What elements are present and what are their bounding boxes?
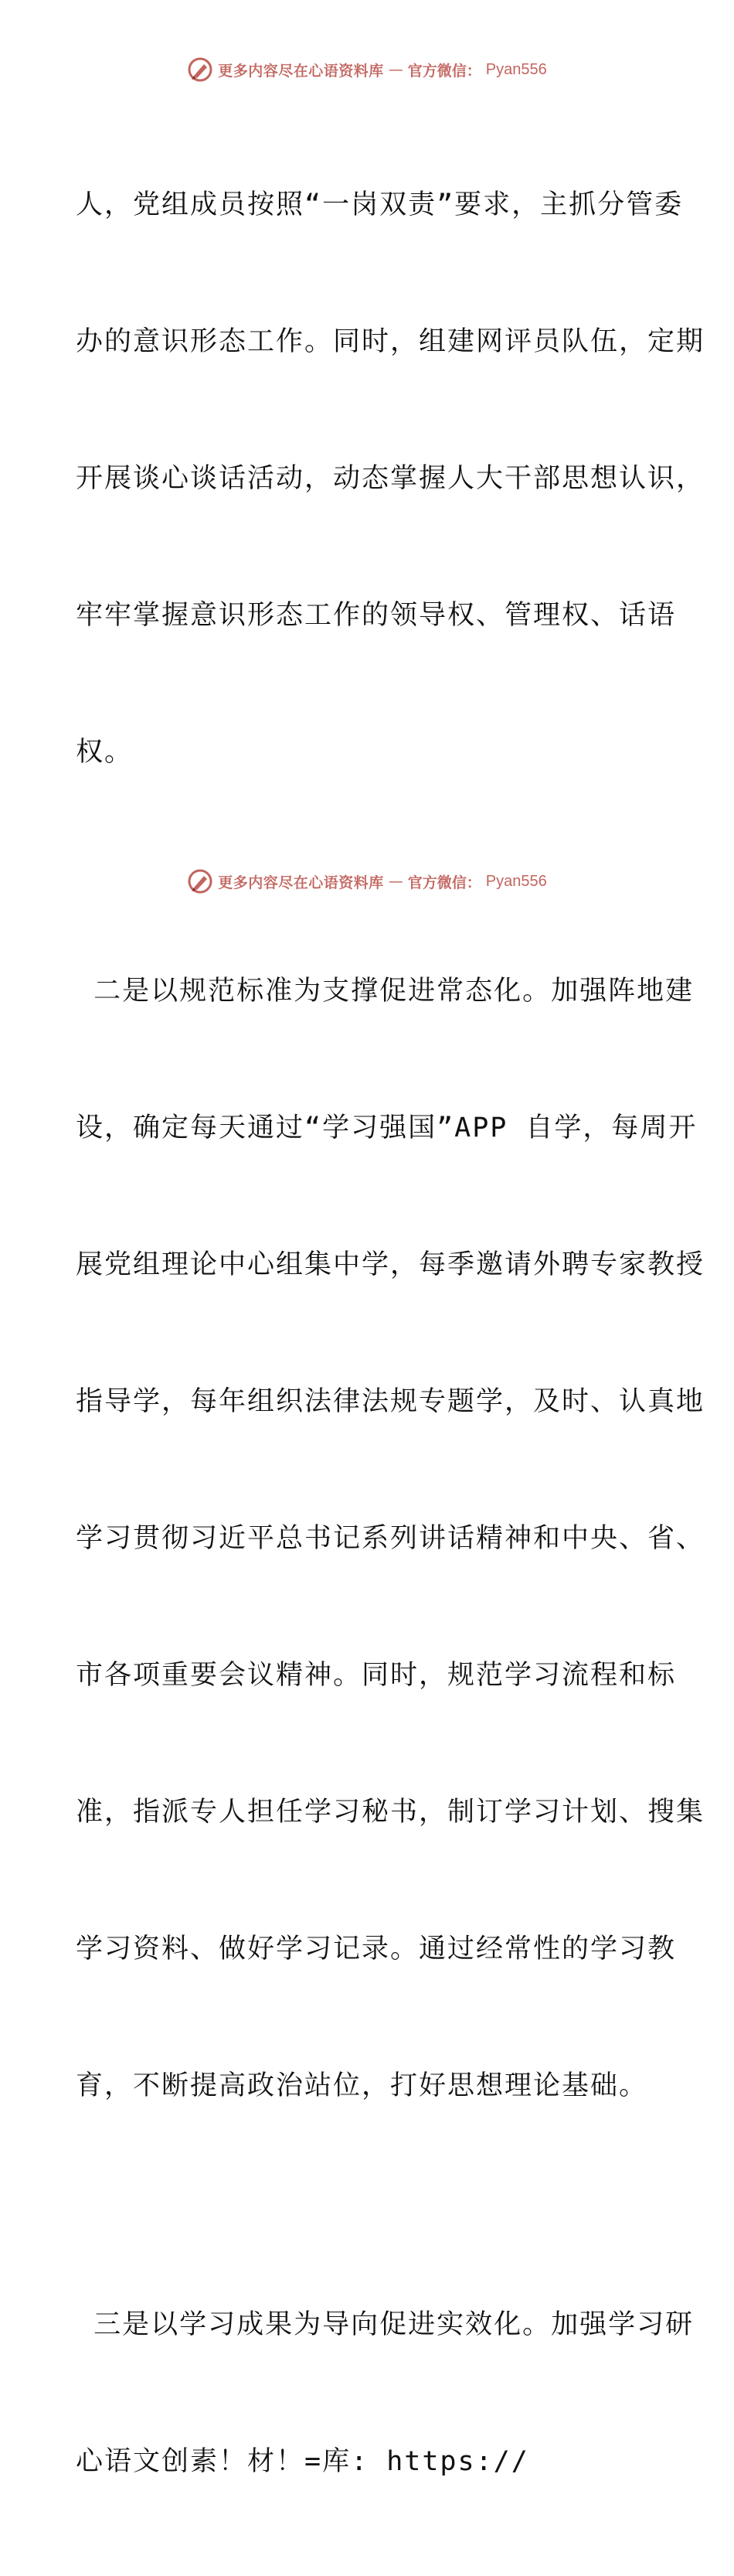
text-line: 心语文创素！材！=库: https:// (76, 2446, 529, 2477)
watermark-separator: — (388, 61, 403, 78)
text-line: 牢牢掌握意识形态工作的领导权、管理权、话语 (76, 600, 677, 631)
text-line: 办的意识形态工作。同时，组建网评员队伍，定期 (76, 326, 705, 357)
text-line: 三是以学习成果为导向促进实效化。加强学习研 (76, 2309, 695, 2340)
watermark-separator: — (388, 873, 403, 890)
watermark-text: 更多内容尽在心语资料库 (218, 62, 384, 80)
watermark-contact-id: Pyan556 (485, 872, 547, 890)
document-body (76, 91, 705, 2576)
text-line: 权。 (76, 737, 134, 768)
text-line: 指导学，每年组织法律法规专题学，及时、认真地 (76, 1386, 705, 1417)
text-line: 学习资料、做好学习记录。通过经常性的学习教 (76, 1934, 677, 1964)
watermark-contact-label: 官方微信： (407, 874, 481, 891)
text-line: 学习贯彻习近平总书记系列讲话精神和中央、省、 (76, 1523, 705, 1554)
paragraph-2 (76, 877, 705, 2200)
text-line: 市各项重要会议精神。同时，规范学习流程和标 (76, 1660, 677, 1691)
pen-nib-logo-icon (187, 56, 213, 83)
text-line: 二是以规范标准为支撑促进常态化。加强阵地建 (76, 976, 695, 1007)
paragraph-1 (76, 91, 705, 867)
paragraph-3 (76, 2211, 695, 2576)
text-line: 育，不断提高政治站位，打好思想理论基础。 (76, 2070, 648, 2101)
pen-nib-logo-icon (187, 868, 213, 894)
text-line: 展党组理论中心组集中学，每季邀请外聘专家教授 (76, 1249, 705, 1280)
footer-watermark (0, 866, 734, 897)
watermark-text: 更多内容尽在心语资料库 (218, 874, 384, 891)
text-line: 开展谈心谈话活动，动态掌握人大干部思想认识， (76, 463, 705, 494)
text-line: 设，确定每天通过“学习强国”APP 自学，每周开 (76, 1113, 698, 1143)
text-line: 人，党组成员按照“一岗双责”要求，主抓分管委 (76, 189, 684, 220)
watermark-contact-label: 官方微信： (407, 62, 481, 80)
watermark-contact-id: Pyan556 (485, 60, 547, 78)
text-line: 准，指派专人担任学习秘书，制订学习计划、搜集 (76, 1797, 705, 1828)
header-watermark (0, 54, 734, 85)
